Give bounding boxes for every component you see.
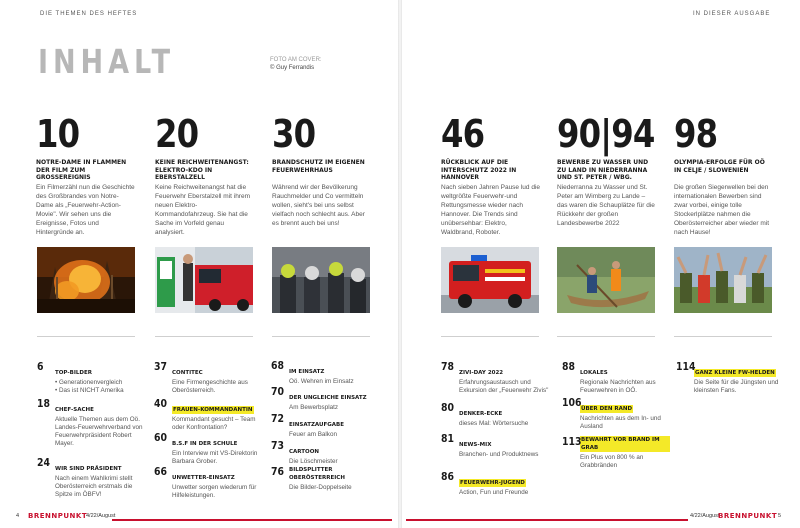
feature-number: 90|94 xyxy=(557,112,655,156)
toc-page-number: 66 xyxy=(154,465,168,478)
toc-entry-text: Nach einem Wahlkrimi stellt Oberösterreich erstmals die Spitze im ÖBFV! xyxy=(55,475,133,498)
toc-entry-title: NEWS-MIX xyxy=(459,442,492,448)
toc-entry[interactable] xyxy=(154,398,262,432)
toc-page-number: 76 xyxy=(271,465,285,478)
brand-logo-left: BRENNPUNKT xyxy=(28,512,88,520)
toc-entry-text: Die Bilder-Doppelseite xyxy=(289,484,352,491)
feature-number: 46 xyxy=(441,112,485,156)
feature-number: 10 xyxy=(36,112,80,156)
toc-entry-text: dieses Mal: Wörtersuche xyxy=(459,420,529,427)
toc-page-number: 86 xyxy=(441,470,455,483)
toc-page-number: 24 xyxy=(37,456,51,469)
feature-6[interactable] xyxy=(674,112,774,237)
feature-desc: Keine Reichweitenangst hat die Feuerwehr Eberstalzell mit ihrem neuen Elektro-Kommandofahrzeug. Sie hat die Sache im Vorfeld genau analysiert. xyxy=(155,184,251,236)
toc-page-number: 72 xyxy=(271,412,285,425)
divider xyxy=(272,336,370,337)
feature-4[interactable] xyxy=(441,112,541,237)
feature-number: 98 xyxy=(674,112,718,156)
toc-entry[interactable] xyxy=(271,413,379,439)
interschutz-fire-truck-photo[interactable] xyxy=(441,247,539,313)
toc-entry-title: EINSATZAUFGABE xyxy=(289,422,344,428)
toc-entry-title: LOKALES xyxy=(580,370,608,376)
toc-page-number: 40 xyxy=(154,397,168,410)
toc-page-number: 68 xyxy=(271,359,285,372)
feature-title: BEWERBE ZU WASSER UND ZU LAND IN NIEDERRANNA UND ST. PETER / WBG. xyxy=(557,159,649,181)
toc-entry-text: Am Bewerbsplatz xyxy=(289,404,338,411)
toc-entry-text: Die Seite für die Jüngsten und kleinsten Fans. xyxy=(694,379,779,394)
toc-page-number: 114 xyxy=(676,360,696,373)
toc-entry-title: CHEF-SACHE xyxy=(55,407,94,413)
firefighters-smoke-photo[interactable] xyxy=(272,247,370,313)
toc-entry-text: Branchen- und Produktnews xyxy=(459,451,539,458)
toc-page-number: 18 xyxy=(37,397,51,410)
toc-entry-title: TOP-BILDER xyxy=(55,370,92,376)
toc-bullet: • Das ist NICHT Amerika xyxy=(55,387,124,394)
page-number-right: 5 xyxy=(778,513,782,519)
toc-entry-title: CONTITEC xyxy=(172,370,203,376)
issue-right: 4/22/August xyxy=(690,513,720,519)
toc-page-number: 37 xyxy=(154,360,168,373)
cover-credit-name: © Guy Ferrandis xyxy=(270,65,315,71)
toc-entry-title: B.S.F IN DER SCHULE xyxy=(172,441,238,447)
feature-title: OLYMPIA-ERFOLGE FÜR OÖ IN CELJE / SLOWENIEN xyxy=(674,159,765,174)
toc-entry[interactable] xyxy=(271,386,379,412)
toc-page-number: 106 xyxy=(562,396,582,409)
toc-entry-text: Die Löschmeister xyxy=(289,458,338,465)
toc-entry[interactable] xyxy=(562,361,670,395)
feature-2[interactable] xyxy=(155,112,255,237)
toc-entry-title: FEUERWEHR-JUGEND xyxy=(460,480,525,486)
feature-desc: Die großen Siegerwellen bei den internationalen Bewerben sind zwar vorbei, einige tolle Stockerlplätze nahmen die Oberösterreicher aber wieder mit nach Hause! xyxy=(674,184,770,236)
toc-entry-title: ZIVI-DAY 2022 xyxy=(459,370,504,376)
electric-command-vehicle-photo[interactable] xyxy=(155,247,253,313)
toc-bullet: • Generationenvergleich xyxy=(55,379,123,386)
toc-entry[interactable] xyxy=(271,440,379,466)
toc-entry[interactable] xyxy=(37,361,145,395)
toc-entry[interactable] xyxy=(562,397,670,431)
toc-entry[interactable] xyxy=(154,466,262,500)
toc-entry-title: WIR SIND PRÄSIDENT xyxy=(55,466,122,472)
toc-entry-text: Ein Plus von 800 % an Grabbränden xyxy=(580,454,644,469)
toc-entry[interactable] xyxy=(154,432,262,466)
toc-entry[interactable] xyxy=(271,360,379,386)
feature-title: NOTRE-DAME IN FLAMMEN DER FILM ZUM GROSSEREIGNIS xyxy=(36,159,127,181)
toc-page-number: 88 xyxy=(562,360,576,373)
page-spine xyxy=(398,0,402,528)
divider xyxy=(441,336,539,337)
footer-accent-bar xyxy=(112,519,392,521)
toc-page-number: 6 xyxy=(37,360,44,373)
toc-entry-title: DENKER-ECKE xyxy=(459,411,503,417)
toc-page-number: 73 xyxy=(271,439,285,452)
toc-entry-text: Regionale Nachrichten aus Feuerwehren in OÖ. xyxy=(580,379,656,394)
toc-entry-text: Oö. Wehren im Einsatz xyxy=(289,378,354,385)
toc-entry[interactable] xyxy=(441,402,549,428)
toc-entry[interactable] xyxy=(37,457,145,499)
feature-title: RÜCKBLICK AUF DIE INTERSCHUTZ 2022 IN HANNOVER xyxy=(441,159,517,181)
toc-page-number: 113 xyxy=(562,435,582,448)
cover-credit xyxy=(270,56,322,72)
running-header-right: IN DIESER AUSGABE xyxy=(693,11,771,17)
feature-desc: Nach sieben Jahren Pause lud die weltgrößte Feuerwehr-und Rettungsmesse wieder nach Hannover. Die Trends sind unübersehbar: Elektro, Waldbrand, Roboter. xyxy=(441,184,541,236)
toc-entry-title: GANZ KLEINE FW-HELDEN xyxy=(695,370,775,376)
divider xyxy=(557,336,655,337)
toc-entry-text: Ein Interview mit VS-Direktorin Barbara Grober. xyxy=(172,450,258,465)
water-competition-boat-photo[interactable] xyxy=(557,247,655,313)
toc-entry-text: Unwetter sorgen wiederum für Hilfeleistungen. xyxy=(172,484,257,499)
toc-entry[interactable] xyxy=(154,361,262,395)
notre-dame-fire-photo[interactable] xyxy=(37,247,135,313)
toc-entry-title: BILDSPLITTER OBERÖSTERREICH xyxy=(289,467,345,481)
toc-page-number: 70 xyxy=(271,385,285,398)
toc-entry-text: Action, Fun und Freunde xyxy=(459,489,529,496)
page-title: INHALT xyxy=(38,42,176,81)
toc-entry[interactable] xyxy=(271,466,379,492)
toc-entry-title: IM EINSATZ xyxy=(289,369,325,375)
toc-page-number: 60 xyxy=(154,431,168,444)
toc-entry-title: ÜBER DEN RAND xyxy=(581,406,633,412)
toc-entry-text: Eine Firmengeschichte aus Oberösterreich. xyxy=(172,379,248,394)
toc-entry-text: Nachrichten aus dem In- und Ausland xyxy=(580,415,661,430)
feature-number: 20 xyxy=(155,112,199,156)
toc-entry[interactable] xyxy=(676,361,784,395)
toc-entry[interactable] xyxy=(441,433,549,459)
toc-entry-text: Feuer am Balkon xyxy=(289,431,337,438)
toc-entry[interactable] xyxy=(37,398,145,448)
divider xyxy=(155,336,253,337)
footer-accent-bar xyxy=(406,519,688,521)
feature-desc: Niederranna zu Wasser und St. Peter am Wimberg zu Lande – das waren die Schauplätze für die Rückkehr der großen Landesbewerbe 2022 xyxy=(557,184,655,227)
toc-entry-title: DER UNGLEICHE EINSATZ xyxy=(289,395,367,401)
feature-desc: Ein Filmerzähl nun die Geschichte des Großbrandes von Notre-Dame als „Feuerwehr-Action-Movie". Wir sehen uns die Ereignisse, Fotos und Hintergründe an. xyxy=(36,184,135,236)
feature-title: KEINE REICHWEITENANGST: ELEKTRO-KDO IN EBERSTALZELL xyxy=(155,159,249,181)
feature-1[interactable] xyxy=(36,112,136,237)
toc-entry[interactable] xyxy=(441,361,549,395)
brand-logo-right: BRENNPUNKT xyxy=(718,512,778,520)
feature-3[interactable] xyxy=(272,112,372,228)
toc-entry[interactable] xyxy=(562,436,670,470)
divider xyxy=(37,336,135,337)
toc-entry[interactable] xyxy=(441,471,549,497)
toc-entry-title: FRAUEN-KOMMANDANTIN xyxy=(173,407,253,413)
toc-entry-text: Erfahrungsaustausch und Exkursion der „Feuerwehr Zivis" xyxy=(459,379,549,394)
toc-page-number: 78 xyxy=(441,360,455,373)
toc-entry-title: CARTOON xyxy=(289,449,319,455)
feature-title: BRANDSCHUTZ IM EIGENEN FEUERWEHRHAUS xyxy=(272,159,365,174)
feature-desc: Während wir der Bevölkerung Rauchmelder und Co vermitteln wollen, sieht's bei uns selbst vielfach noch schlecht aus. Aber es brennt auch bei uns! xyxy=(272,184,365,227)
toc-entry-title: UNWETTER-EINSATZ xyxy=(172,475,235,481)
toc-page-number: 80 xyxy=(441,401,455,414)
divider xyxy=(674,336,772,337)
feature-5[interactable] xyxy=(557,112,657,228)
toc-entry-title: BEWAHRT VOR BRAND IM GRAB xyxy=(580,436,670,452)
cover-credit-label: FOTO AM COVER: xyxy=(270,57,322,63)
toc-entry-text: Aktuelle Themen aus dem Oö. Landes-Feuerwehrverband von Feuerwehrpräsident Robert Mayer. xyxy=(55,416,143,447)
running-header-left: DIE THEMEN DES HEFTES xyxy=(40,11,138,17)
olympia-team-celebration-photo[interactable] xyxy=(674,247,772,313)
page-number-left: 4 xyxy=(16,513,20,519)
toc-page-number: 81 xyxy=(441,432,455,445)
toc-entry-text: Kommandant gesucht – Team oder Konfrontation? xyxy=(172,416,256,431)
issue-left: 4/22/August xyxy=(86,513,116,519)
feature-number: 30 xyxy=(272,112,316,156)
